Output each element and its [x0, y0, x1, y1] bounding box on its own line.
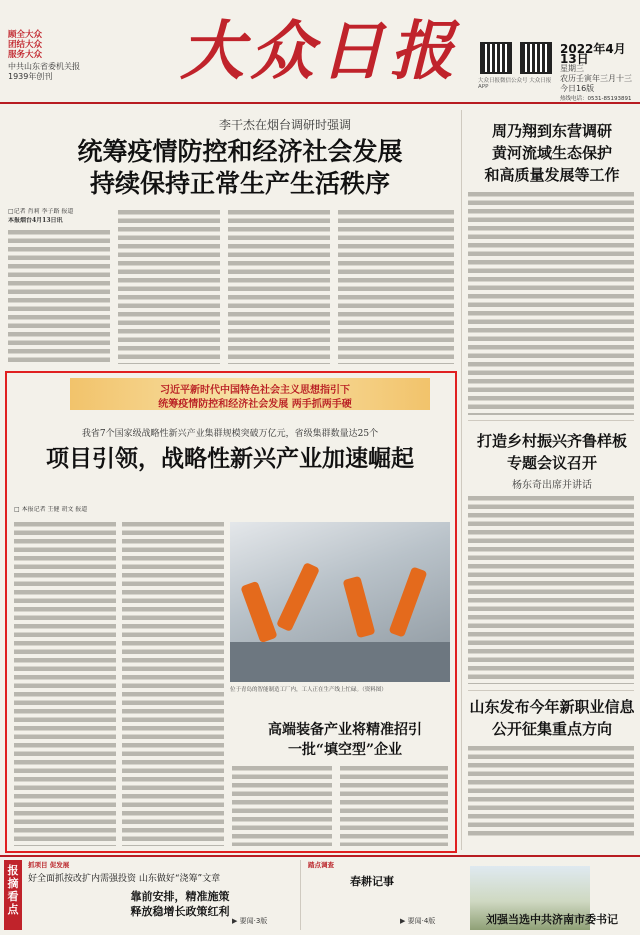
right-story-1-text: [468, 190, 634, 415]
date-block: [560, 44, 636, 104]
robot-arm-3: [343, 576, 376, 639]
digest-item-3-tag: 踏点调查: [308, 861, 334, 869]
digest-item-1-title[interactable]: 好全面抓按改扩内需强投资 山东做好“浇筹”文章: [28, 874, 221, 884]
qr-labels: 大众日报微信公众号 大众日报APP: [478, 78, 552, 90]
lead-headline-line1: 统筹疫情防控和经济社会发展: [77, 137, 403, 166]
lunar-date: 农历壬寅年三月十三: [560, 74, 632, 83]
digest-item-2-line2: 释放稳增长政策红利: [130, 905, 230, 918]
right-story-1-line1: 周乃翔到东营调研: [491, 122, 612, 140]
feature-kicker: 我省7个国家级战略性新兴产业集群规模突破万亿元，省级集群数量达25个: [81, 429, 379, 439]
feature-subheadline-line2: 一批“填空型”企业: [287, 742, 403, 758]
right-story-3-text: [468, 744, 634, 836]
feature-headline[interactable]: 项目引领，战略性新兴产业加速崛起: [46, 445, 414, 472]
lead-kicker: 李干杰在烟台调研时强调: [218, 118, 351, 132]
factory-robot-photo: [230, 522, 450, 682]
page-count: 今日16版: [560, 84, 595, 93]
robot-arm-2: [276, 562, 320, 632]
right-story-2-line2: 专题会议召开: [506, 454, 597, 472]
right-story-3-line2: 公开征集重点方向: [491, 720, 612, 738]
right-story-4-headline[interactable]: 刘强当选中共济南市委书记: [486, 913, 618, 926]
slogan-block: [8, 30, 108, 60]
right-story-1-line3: 和高质量发展等工作: [484, 166, 620, 184]
slogan-3: 服务大众: [8, 50, 43, 60]
feature-text-col-4: [340, 764, 448, 846]
founded-line: 1939年创刊: [8, 72, 53, 81]
right-story-1-line2: 黄河流域生态保护: [491, 144, 612, 162]
right-divider-2: [468, 690, 634, 691]
lead-headline-line2: 持续保持正常生产生活秩序: [89, 169, 390, 198]
lead-text-col-1: [8, 228, 110, 364]
digest-item-1-tag: 抓项目 促发展: [28, 861, 70, 869]
lead-text-col-4: [338, 208, 454, 364]
photo-caption: 位于青岛的智能制造工厂内，工人正在生产线上忙碌。（资料图）: [230, 687, 387, 693]
weekday: 星期三: [560, 64, 584, 73]
digest-item-3-title[interactable]: 春耕记事: [350, 875, 394, 888]
feature-text-col-3: [232, 764, 332, 846]
slogan-1: 顾全大众: [8, 30, 43, 40]
slogan-2: 团结大众: [8, 40, 43, 50]
app-qr-code[interactable]: [520, 42, 552, 74]
right-story-2-text: [468, 494, 634, 684]
right-story-2-line1: 打造乡村振兴齐鲁样板: [476, 432, 627, 450]
feature-subheadline[interactable]: [240, 720, 450, 760]
lead-text-col-3: [228, 208, 330, 364]
robot-arm-4: [389, 566, 428, 637]
right-story-3-line1: 山东发布今年新职业信息: [469, 698, 635, 716]
feature-text-col-1: [14, 520, 116, 846]
lead-headline[interactable]: [20, 136, 460, 200]
newspaper-nameplate: 大众日报: [180, 14, 460, 89]
digest-item-2-page-ref[interactable]: ▶ 要闻·3版: [232, 917, 268, 925]
digest-section-label: 报摘看点: [4, 860, 22, 930]
right-divider-1: [468, 420, 634, 421]
column-divider: [461, 110, 462, 850]
assembly-line-floor: [230, 642, 450, 682]
right-story-2-subhead: 杨东奇出席并讲话: [512, 480, 592, 491]
feature-banner-line1: 习近平新时代中国特色社会主义思想指引下: [160, 385, 350, 396]
right-story-1-headline[interactable]: [468, 120, 636, 186]
right-story-3-headline[interactable]: [468, 696, 636, 740]
publisher-info: [8, 62, 118, 82]
issue-date: 2022年4月13日: [560, 42, 626, 66]
digest-divider: [300, 860, 301, 930]
robot-arm-1: [240, 581, 277, 644]
digest-item-2-title[interactable]: [80, 889, 280, 919]
hotline: 热线电话：0531-85193891: [560, 96, 632, 102]
feature-subheadline-line1: 高端装备产业将精准招引: [268, 722, 422, 738]
right-story-2-headline[interactable]: [468, 430, 636, 474]
digest-item-2-line1: 靠前安排，精准施策: [130, 890, 230, 903]
feature-banner-line2: 统筹疫情防控和经济社会发展 两手抓两手硬: [158, 399, 352, 410]
wechat-qr-code[interactable]: [480, 42, 512, 74]
publisher-line: 中共山东省委机关报: [8, 62, 80, 71]
lead-text-col-2: [118, 208, 220, 364]
lead-dateline: 本报烟台4月13日讯: [8, 217, 63, 224]
feature-text-col-2: [122, 520, 224, 846]
feature-byline: □ 本报记者 王健 胡文 报道: [14, 506, 88, 513]
digest-item-3-page-ref[interactable]: ▶ 要闻·4版: [400, 917, 436, 925]
lead-byline: □记者 肖莉 李子路 报道: [8, 208, 74, 215]
